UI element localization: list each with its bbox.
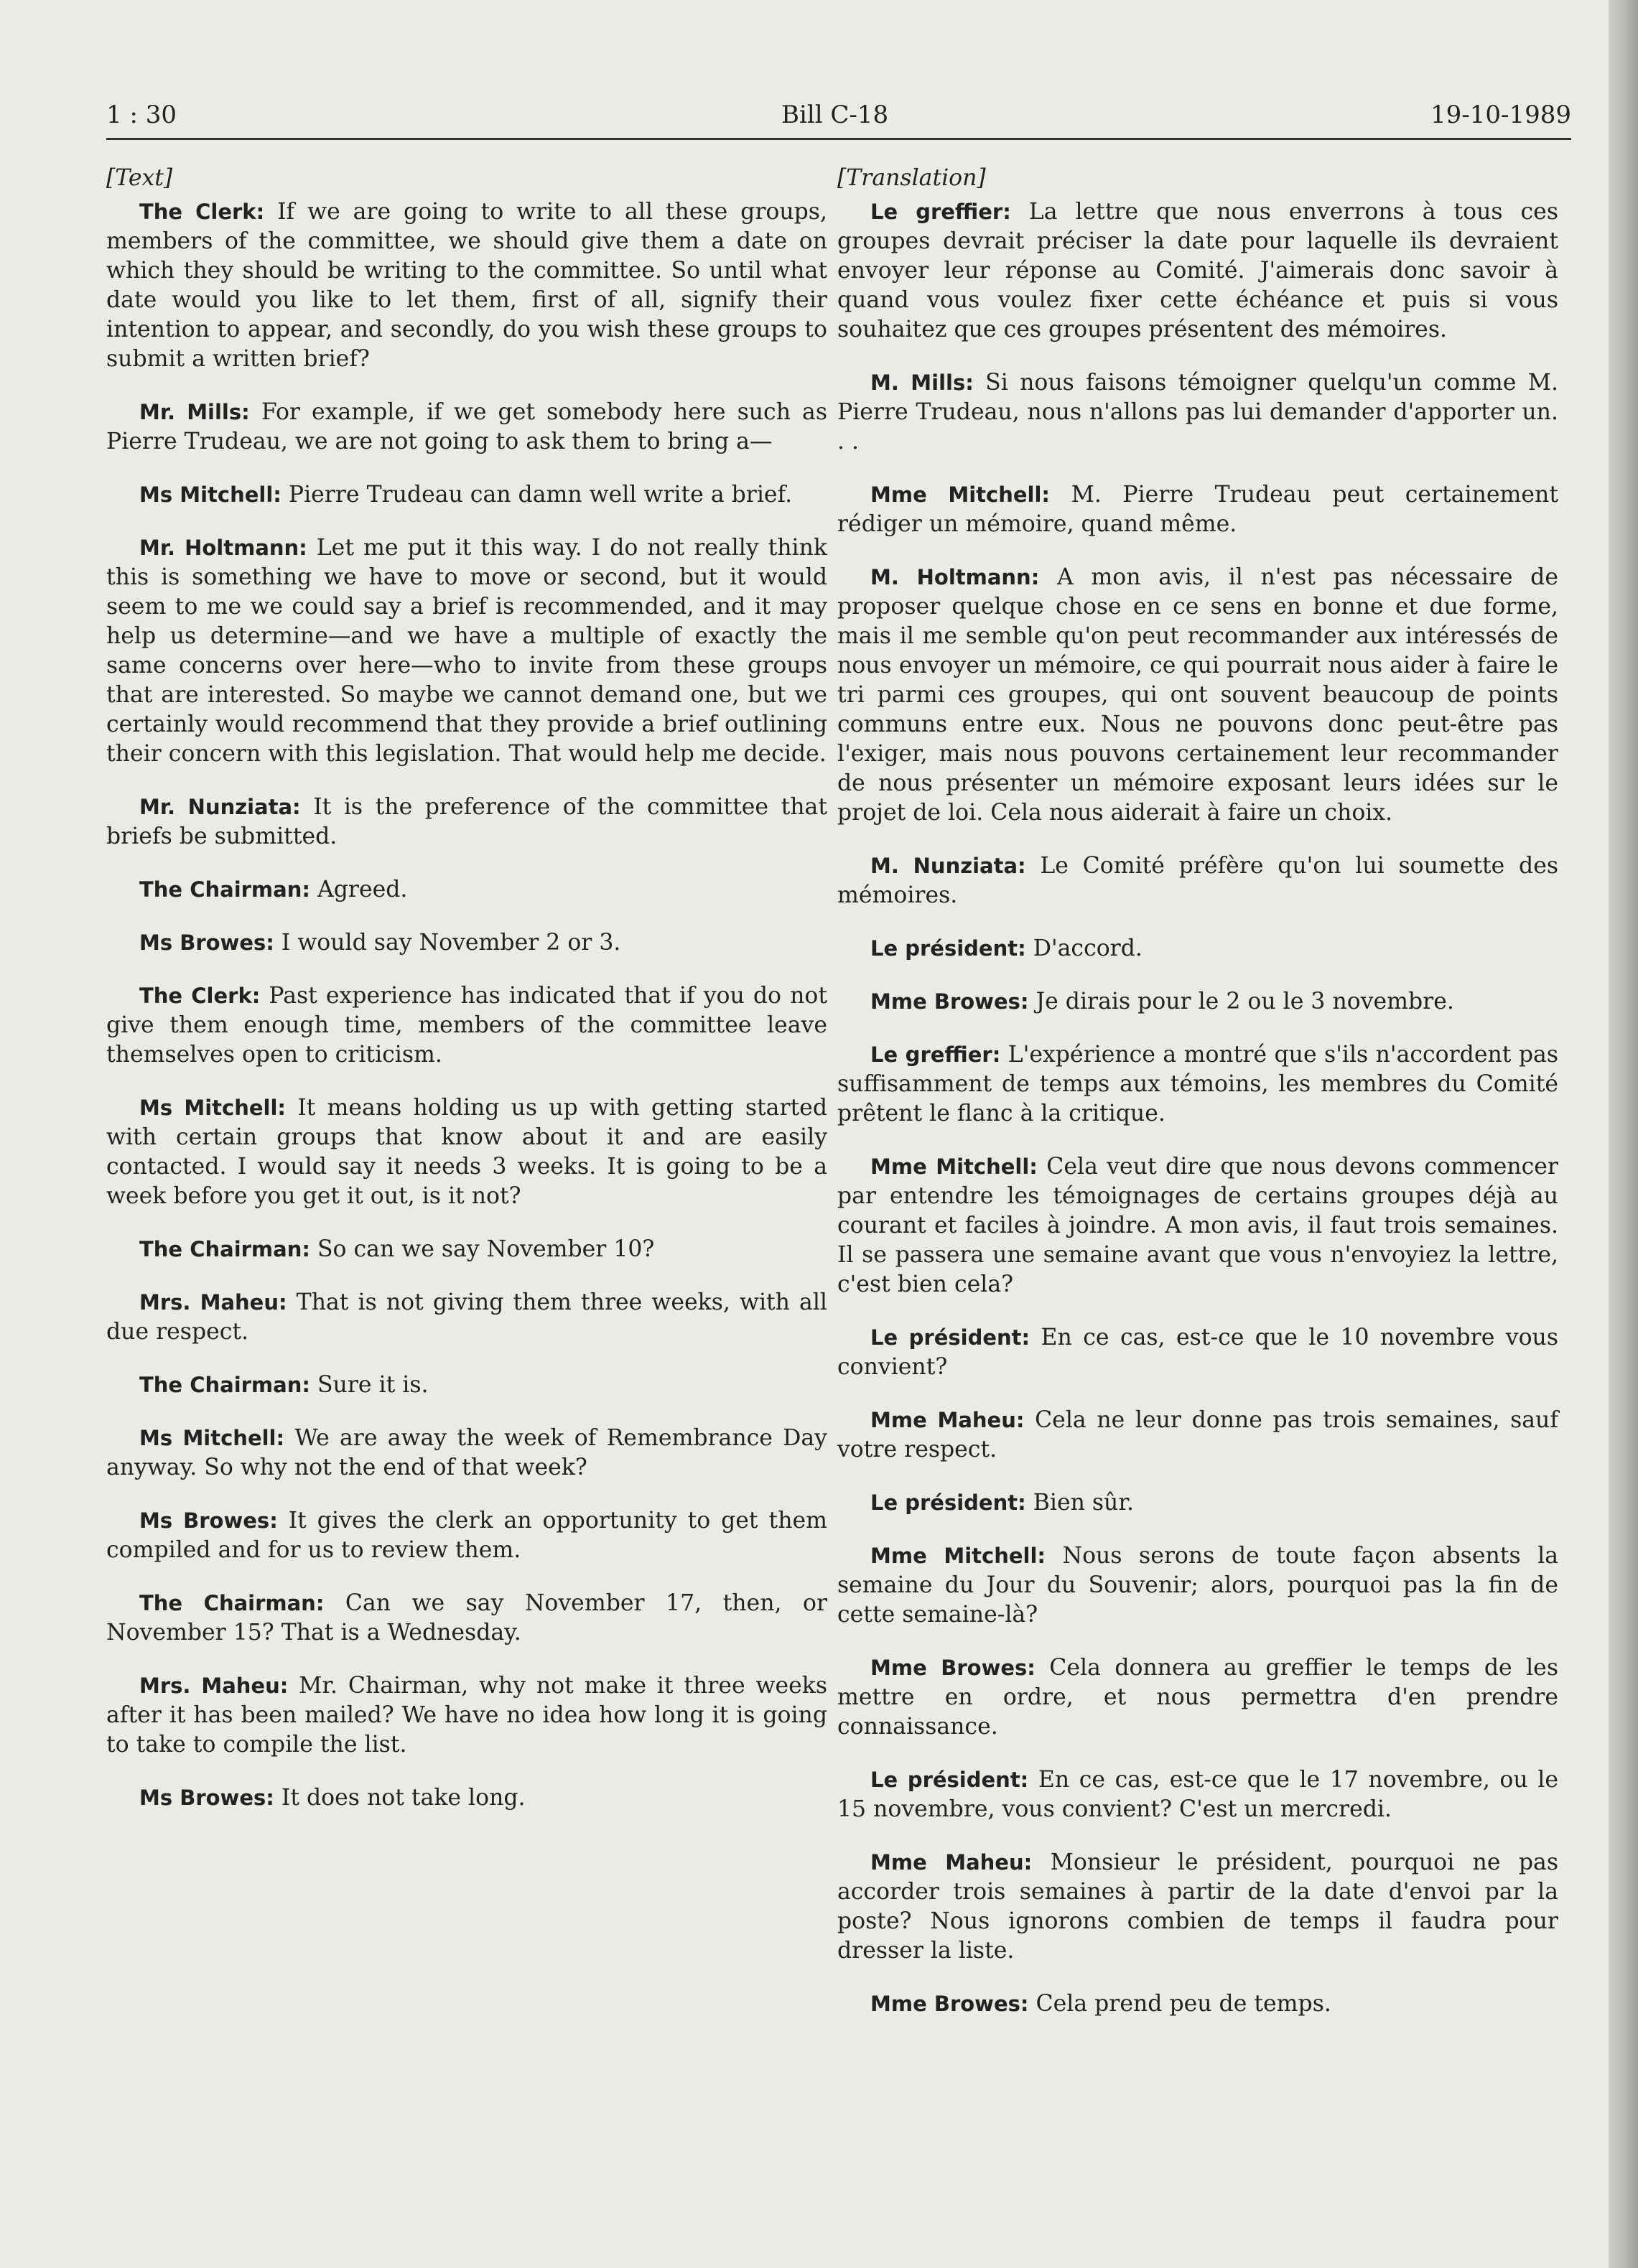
bill-title: Bill C-18 [781,101,889,129]
transcript-paragraph [837,1406,1558,1465]
transcript-paragraph [837,1152,1558,1299]
speaker-name: M. Holtmann: [870,565,1040,589]
speaker-name: Mme Maheu: [870,1408,1025,1432]
transcript-paragraph [837,1488,1558,1518]
transcript-paragraph [837,368,1558,457]
speaker-name: Le greffier: [870,200,1011,224]
transcript-paragraph [837,1653,1558,1742]
speaker-name: Mme Browes: [870,1656,1036,1680]
speech-text: Cela ne leur donne pas trois semaines, sauf votre respect. [837,1407,1558,1462]
speech-text: A mon avis, il n'est pas nécessaire de proposer quelque chose en ce sens en bonne et due forme, mais il me semble qu'on peut recommander aux intéressés de nous envoyer un mémoire, ce qui pourrait nous aider à faire le tri parmi ces groupes, qui ont souvent beaucoup de points communs entre eux. Nous ne pouvons donc peut-être pas l'exiger, mais nous pouvons certainement leur recommander de nous présenter un mémoire exposant leurs idées sur le projet de loi. Cela nous aiderait à faire un choix. [837,564,1558,826]
speaker-name: Ms Mitchell: [139,482,281,507]
speech-text: That is not giving them three weeks, with all due respect. [106,1289,827,1345]
speech-text: If we are going to write to all these groups, members of the committee, we should give them a date on which they should be writing to the committee. So until what date would you like to let them, first of all, signify their intention to appear, and secondly, do you wish these groups to submit a written brief? [106,199,827,372]
transcript-paragraph [837,563,1558,828]
transcript-paragraph [106,1424,827,1483]
speech-text: Cela veut dire que nous devons commencer par entendre les témoignages de certains groupes déjà au courant et faciles à joindre. A mon avis, il faut trois semaines. Il se passera une semaine avant que vous n'envoyiez la lettre, c'est bien cela? [837,1154,1558,1297]
transcript-paragraph [106,1235,827,1264]
speaker-name: Ms Browes: [139,1786,274,1810]
speaker-name: Le président: [870,936,1026,961]
speech-text: En ce cas, est-ce que le 10 novembre vous convient? [837,1325,1558,1380]
speaker-name: Ms Mitchell: [139,1426,285,1450]
speaker-name: Le président: [870,1490,1026,1515]
transcript-paragraph [106,197,827,374]
transcript-paragraph [837,1989,1558,2019]
speech-text: Mr. Chairman, why not make it three weeks after it has been mailed? We have no idea how long it is going to take to compile the list. [106,1673,827,1758]
speech-text: D'accord. [1025,935,1143,961]
speech-text: Bien sûr. [1025,1490,1134,1516]
speech-text: Si nous faisons témoigner quelqu'un comme M. Pierre Trudeau, nous n'allons pas lui demander d'apporter un. . . [837,370,1559,454]
speech-text: It is the preference of the committee that briefs be submitted. [106,794,827,849]
speech-text: It gives the clerk an opportunity to get them compiled and for us to review them. [106,1508,827,1563]
speaker-name: Mrs. Maheu: [139,1290,287,1315]
speaker-name: The Chairman: [139,1591,325,1615]
header-rule [106,138,1571,140]
speech-text: Can we say November 17, then, or November 15? That is a Wednesday. [106,1590,827,1646]
speaker-name: Mrs. Maheu: [139,1674,289,1698]
speaker-name: M. Nunziata: [870,854,1026,878]
speaker-name: The Clerk: [139,984,261,1008]
page-header [106,101,1571,144]
transcript-paragraph [106,1589,827,1648]
speech-text: La lettre que nous enverrons à tous ces groupes devrait préciser la date pour laquelle ils devraient envoyer leur réponse au Comité. J'aimerais donc savoir à quand vous voulez fixer cette échéance et puis si vous souhaitez que ces groupes présentent des mémoires. [837,199,1558,342]
speaker-name: The Chairman: [139,1373,310,1397]
column-tag-translation: [Translation] [837,165,986,191]
transcript-paragraph [106,398,827,457]
transcript-paragraph [837,1765,1558,1824]
transcript-paragraph [106,1288,827,1347]
transcript-paragraph [106,1093,827,1211]
speaker-name: Mr. Nunziata: [139,795,301,819]
transcript-paragraph [106,928,827,958]
speaker-name: Mme Mitchell: [870,1154,1038,1179]
speech-text: Monsieur le président, pourquoi ne pas accorder trois semaines à partir de la date d'envoi par la poste? Nous ignorons combien de temps il faudra pour dresser la liste. [837,1849,1559,1964]
speech-text: For example, if we get somebody here such as Pierre Trudeau, we are not going to ask them to bring a— [106,399,827,454]
speaker-name: Mme Mitchell: [870,1544,1046,1568]
transcript-paragraph [106,1371,827,1400]
header-date: 19-10-1989 [1430,101,1571,129]
speech-text: Past experience has indicated that if you do not give them enough time, members of the committee leave themselves open to criticism. [106,983,827,1068]
speaker-name: Le président: [870,1325,1030,1350]
transcript-paragraph [837,1323,1558,1382]
transcript-paragraph [106,533,827,769]
transcript-paragraph [106,480,827,510]
speech-text: Sure it is. [310,1372,429,1398]
speech-text: Je dirais pour le 2 ou le 3 novembre. [1028,989,1454,1014]
page-number: 1 : 30 [106,101,177,129]
speech-text: En ce cas, est-ce que le 17 novembre, ou le 15 novembre, vous convient? C'est un mercredi. [837,1767,1558,1822]
speaker-name: Le président: [870,1768,1029,1792]
english-column [106,164,827,1837]
transcript-paragraph [837,1541,1558,1630]
speaker-name: M. Mills: [870,370,974,395]
speaker-name: Ms Mitchell: [139,1096,287,1120]
speaker-name: Mr. Holtmann: [139,536,307,560]
transcript-paragraph [837,1040,1558,1129]
speech-text: Let me put it this way. I do not really think this is something we have to move or second, but it would seem to me we could say a brief is recommended, and it may help us determine—and we have a multiple of exactly the same concerns over here—who to invite from these groups that are interested. So maybe we cannot demand one, but we certainly would recommend that they provide a brief outlining their concern with this legislation. That would help me decide. [106,535,827,767]
transcript-paragraph [106,1783,827,1813]
transcript-paragraph [106,981,827,1070]
speaker-name: Mme Browes: [870,989,1029,1014]
speech-text: It means holding us up with getting started with certain groups that know about it and are easily contacted. I would say it needs 3 weeks. It is going to be a week before you get it out, is it not? [106,1095,827,1209]
speech-text: We are away the week of Remembrance Day anyway. So why not the end of that week? [106,1425,827,1480]
french-column [837,164,1558,2043]
speech-text: Cela donnera au greffier le temps de les mettre en ordre, et nous permettra d'en prendre connaissance. [837,1655,1558,1740]
speaker-name: Le greffier: [870,1042,1001,1067]
speaker-name: Mr. Mills: [139,400,250,424]
speech-text: It does not take long. [274,1785,526,1811]
speaker-name: Ms Browes: [139,1508,278,1533]
speaker-name: The Chairman: [139,877,310,902]
speech-text: Agreed. [310,877,408,902]
speech-text: Le Comité préfère qu'on lui soumette des mémoires. [837,853,1559,908]
transcript-paragraph [837,1848,1558,1966]
speech-text: I would say November 2 or 3. [274,930,621,956]
speaker-name: Mme Browes: [870,1992,1029,2016]
speech-text: L'expérience a montré que s'ils n'accordent pas suffisamment de temps aux témoins, les membres du Comité prêtent le flanc à la critique. [837,1042,1558,1126]
column-tag-text: [Text] [106,165,173,191]
speech-text: Pierre Trudeau can damn well write a brief. [281,482,793,508]
transcript-paragraph [106,793,827,851]
transcript-paragraph [837,851,1558,910]
transcript-paragraph [837,197,1558,345]
transcript-paragraph [106,1671,827,1760]
transcript-paragraph [106,875,827,905]
speech-text: Nous serons de toute façon absents la semaine du Jour du Souvenir; alors, pourquoi pas la fin de cette semaine-là? [837,1543,1558,1628]
transcript-paragraph [837,987,1558,1017]
speaker-name: The Chairman: [139,1237,310,1261]
speaker-name: Mme Mitchell: [870,482,1051,507]
speech-text: M. Pierre Trudeau peut certainement rédiger un mémoire, quand même. [837,482,1558,537]
speaker-name: Ms Browes: [139,930,274,955]
page-binding-edge [1609,0,1638,2268]
speech-text: So can we say November 10? [310,1236,655,1262]
transcript-paragraph [837,480,1558,539]
speaker-name: The Clerk: [139,200,265,224]
transcript-paragraph [837,934,1558,963]
transcript-paragraph [106,1506,827,1565]
speech-text: Cela prend peu de temps. [1028,1991,1331,2017]
speaker-name: Mme Maheu: [870,1850,1033,1875]
